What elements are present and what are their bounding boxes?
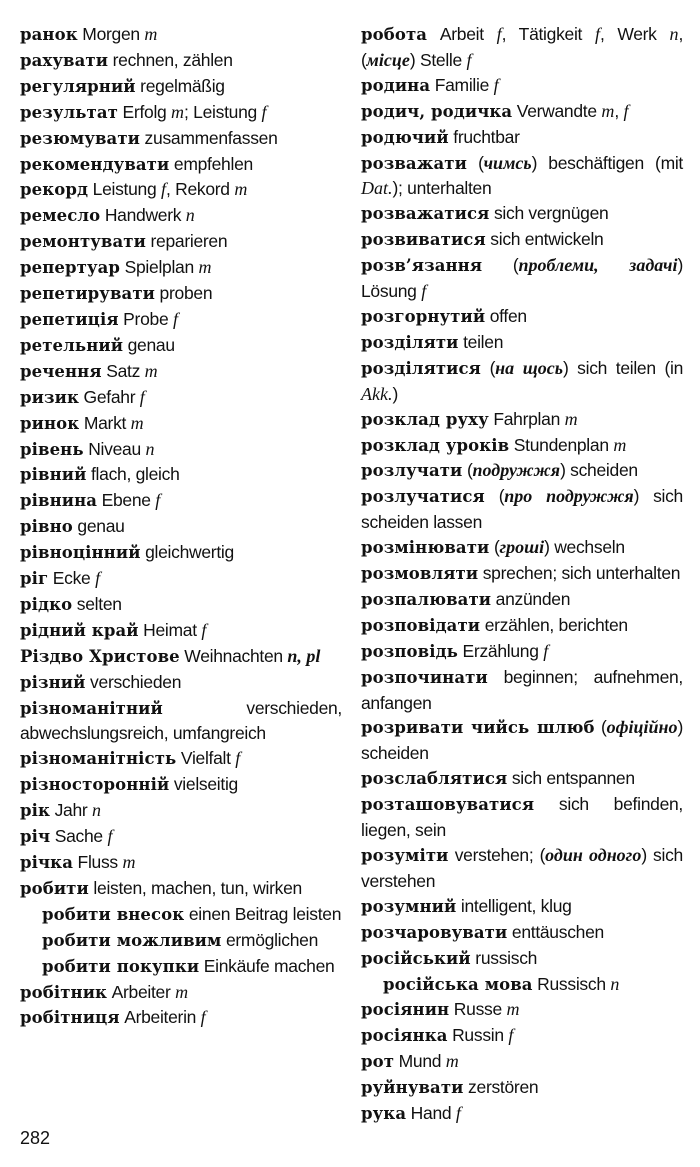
translation: Erzählung	[457, 640, 544, 661]
right-column	[361, 22, 683, 1127]
dictionary-entry	[20, 798, 342, 824]
translation: Arbeiterin	[119, 1007, 201, 1028]
grammar-note: про подружжя	[504, 486, 634, 507]
translation: Verwandte	[512, 100, 602, 121]
translation: Fahrplan	[488, 408, 565, 429]
grammar-note: f	[155, 490, 161, 511]
dictionary-entry	[361, 843, 683, 894]
dictionary-entry	[361, 356, 683, 407]
dictionary-entry	[361, 792, 683, 843]
dictionary-entry	[20, 126, 342, 152]
dictionary-entry	[20, 566, 342, 592]
translation: , Tätigkeit	[501, 24, 595, 44]
headword: робітниця	[20, 1008, 120, 1028]
headword: розклад уроків	[361, 435, 510, 455]
headword: розмовляти	[361, 564, 479, 584]
headword: розумний	[361, 896, 457, 916]
headword: росіянин	[361, 1000, 450, 1020]
grammar-note: m	[613, 434, 627, 455]
dictionary-entry	[361, 946, 683, 972]
translation: Hand	[406, 1103, 456, 1124]
headword: репертуар	[20, 258, 121, 278]
translation: Einkäufe machen	[199, 955, 335, 976]
headword: розділятися	[361, 358, 481, 378]
headword: розповідати	[361, 615, 481, 635]
grammar-note: n	[610, 973, 620, 994]
dictionary-entry	[20, 281, 342, 307]
dictionary-entry	[361, 1101, 683, 1127]
dictionary-entry	[361, 920, 683, 946]
translation: Markt	[79, 412, 131, 433]
headword: рахувати	[20, 50, 109, 70]
dictionary-entry	[20, 152, 342, 178]
dictionary-entry	[20, 203, 342, 229]
headword: робітник	[20, 982, 108, 1002]
translation: Erfolg	[118, 101, 172, 122]
grammar-note: f	[172, 308, 178, 329]
grammar-note: n	[669, 24, 679, 44]
translation: Russisch	[532, 973, 611, 994]
translation: Probe	[118, 308, 173, 329]
dictionary-entry	[20, 540, 342, 566]
headword: розпочинати	[361, 667, 488, 687]
dictionary-entry	[361, 99, 683, 125]
headword: різносторонній	[20, 775, 170, 795]
grammar-note: Dat.	[361, 178, 393, 199]
translation: Leistung	[88, 179, 161, 200]
grammar-note: m	[601, 100, 615, 121]
dictionary-entry	[361, 665, 683, 716]
translation: Ebene	[97, 490, 156, 511]
translation: ) Stelle	[409, 49, 467, 70]
translation: offen	[485, 305, 527, 326]
dictionary-entry	[20, 385, 342, 411]
dictionary-entry	[361, 22, 683, 73]
translation: ) scheiden	[560, 460, 638, 481]
translation: sich entspannen	[507, 768, 635, 789]
translation: ); unterhalten	[392, 178, 492, 199]
dictionary-entry	[361, 1049, 683, 1075]
dictionary-entry	[361, 458, 683, 484]
dictionary-entry	[361, 766, 683, 792]
translation: ) beschäftigen (mit	[531, 152, 683, 173]
headword: рік	[20, 801, 51, 821]
grammar-note: f	[107, 826, 113, 847]
translation: russisch	[470, 947, 538, 968]
headword: робити	[20, 878, 89, 898]
translation: zusammenfassen	[140, 127, 278, 148]
dictionary-entry	[20, 592, 342, 618]
headword: рідний край	[20, 620, 139, 640]
headword: рівнина	[20, 491, 98, 511]
dictionary-entry	[20, 74, 342, 100]
grammar-note: офіційно	[606, 717, 678, 738]
dictionary-entry	[361, 639, 683, 665]
headword: розповідь	[361, 641, 458, 661]
translation: reparieren	[145, 231, 228, 252]
dictionary-entry	[20, 22, 342, 48]
dictionary-subentry	[20, 928, 342, 954]
dictionary-entry	[20, 333, 342, 359]
dictionary-subentry	[20, 954, 342, 980]
translation: genau	[123, 334, 175, 355]
translation: Morgen	[77, 24, 145, 44]
translation: ) Lösung	[361, 255, 683, 302]
translation: flach, gleich	[86, 464, 180, 485]
dictionary-entry	[361, 484, 683, 535]
translation: ,	[614, 100, 624, 121]
translation: rechnen, zählen	[108, 49, 233, 70]
headword: репетирувати	[20, 284, 155, 304]
translation: Gefahr	[78, 386, 140, 407]
translation: leisten, machen, tun, wirken	[88, 877, 302, 898]
headword: родючий	[361, 127, 449, 147]
translation: (	[466, 152, 484, 173]
headword: розмінювати	[361, 538, 490, 558]
headword: робити внесок	[42, 904, 185, 924]
translation: sprechen; sich unterhalten	[478, 563, 681, 584]
grammar-note: n	[145, 438, 155, 459]
translation: vielseitig	[169, 774, 238, 795]
translation: sich vergnügen	[489, 203, 609, 224]
grammar-note: f	[160, 179, 166, 200]
dictionary-entry	[361, 227, 683, 253]
translation: beginnen; aufnehmen, anfangen	[361, 666, 683, 713]
headword: розв’язання	[361, 256, 483, 276]
translation: ; Leistung	[184, 101, 262, 122]
translation: zerstören	[463, 1077, 539, 1098]
translation: regelmäßig	[135, 75, 225, 96]
translation: verschieden	[85, 671, 182, 692]
translation: teilen	[458, 331, 504, 352]
dictionary-entry	[361, 587, 683, 613]
grammar-note: f	[543, 640, 549, 661]
grammar-note: m	[130, 412, 144, 433]
headword: рівний	[20, 465, 87, 485]
grammar-note: f	[95, 568, 101, 589]
translation: anzünden	[491, 588, 571, 609]
headword: розклад руху	[361, 409, 489, 429]
dictionary-subentry	[361, 972, 683, 998]
headword: розлучатися	[361, 487, 485, 507]
translation: )	[392, 383, 399, 404]
translation: Mund	[394, 1051, 446, 1072]
dictionary-entry	[20, 229, 342, 255]
grammar-note: m	[144, 24, 158, 44]
headword: рекорд	[20, 180, 89, 200]
translation: Handwerk	[100, 205, 186, 226]
headword: ріг	[20, 569, 49, 589]
translation: Familie	[430, 74, 494, 95]
dictionary-entry	[20, 850, 342, 876]
grammar-note: f	[201, 619, 207, 640]
dictionary-entry	[20, 876, 342, 902]
translation: empfehlen	[169, 153, 253, 174]
grammar-note: n	[92, 800, 101, 821]
grammar-note: проблеми, задачі	[518, 255, 678, 276]
grammar-note: f	[496, 24, 502, 44]
headword: робити можливим	[42, 930, 222, 950]
dictionary-entry	[20, 514, 342, 540]
grammar-note: f	[623, 100, 629, 121]
grammar-note: m	[171, 101, 185, 122]
headword: різноманітний	[20, 698, 163, 718]
grammar-note: f	[594, 24, 600, 44]
headword: ремонтувати	[20, 232, 146, 252]
grammar-note: подружжя	[472, 460, 561, 481]
translation: , Rekord	[166, 179, 235, 200]
dictionary-entry	[361, 151, 683, 202]
dictionary-entry	[20, 48, 342, 74]
dictionary-entry	[361, 997, 683, 1023]
page-number: 282	[20, 1128, 51, 1148]
dictionary-entry	[20, 618, 342, 644]
grammar-note: Akk.	[361, 383, 393, 404]
dictionary-entry	[20, 696, 342, 747]
headword: ремесло	[20, 206, 101, 226]
dictionary-entry	[361, 1023, 683, 1049]
dictionary-entry	[20, 411, 342, 437]
translation: Ecke	[48, 568, 96, 589]
headword: різний	[20, 672, 86, 692]
headword: розчаровувати	[361, 922, 508, 942]
grammar-note: f	[200, 1007, 206, 1028]
translation: Niveau	[83, 438, 146, 459]
grammar-note: m	[564, 408, 578, 429]
grammar-note: місце	[366, 49, 410, 70]
translation: Weihnachten	[179, 645, 288, 666]
headword: рекомендувати	[20, 154, 170, 174]
translation: (	[462, 460, 473, 481]
dictionary-entry	[361, 613, 683, 639]
grammar-note: m	[175, 981, 189, 1002]
headword: результат	[20, 102, 118, 122]
headword: розслаблятися	[361, 769, 508, 789]
grammar-note: чимсь	[483, 152, 532, 173]
translation: Arbeiter	[107, 981, 176, 1002]
translation: Stundenplan	[509, 434, 614, 455]
grammar-note: n	[185, 205, 195, 226]
translation: Sache	[50, 826, 108, 847]
translation: Spielplan	[120, 257, 199, 278]
headword: російський	[361, 948, 471, 968]
dictionary-entry	[361, 304, 683, 330]
translation: (	[480, 357, 496, 378]
translation: einen Beitrag leisten	[184, 903, 342, 924]
headword: родич, родичка	[361, 101, 513, 121]
dictionary-entry	[361, 433, 683, 459]
dictionary-entry	[361, 73, 683, 99]
translation: ) sich teilen (in	[562, 357, 684, 378]
dictionary-entry	[361, 407, 683, 433]
headword: розлучати	[361, 461, 463, 481]
headword: розвиватися	[361, 230, 486, 250]
translation: Heimat	[138, 619, 202, 640]
translation: ) sich verstehen	[361, 845, 683, 891]
grammar-note: f	[455, 1103, 461, 1124]
translation: Russe	[449, 999, 507, 1020]
headword: резюмувати	[20, 128, 140, 148]
headword: робота	[361, 25, 428, 44]
headword: розгорнутий	[361, 306, 486, 326]
dictionary-entry	[361, 715, 683, 766]
grammar-note: гроші	[499, 537, 545, 558]
translation: fruchtbar	[448, 126, 520, 147]
grammar-note: один одного	[545, 845, 642, 865]
headword: рівноцінний	[20, 543, 141, 563]
dictionary-entry	[20, 307, 342, 333]
translation: verstehen; (	[448, 845, 546, 865]
dictionary-entry	[20, 824, 342, 850]
translation: proben	[155, 283, 213, 304]
headword: репетиція	[20, 309, 119, 329]
headword: речення	[20, 361, 102, 381]
headword: Різдво Христове	[20, 646, 180, 666]
dictionary-entry	[20, 437, 342, 463]
dictionary-subentry	[20, 902, 342, 928]
dictionary-entry	[20, 980, 342, 1006]
headword: російська мова	[383, 974, 533, 994]
grammar-note: n, pl	[287, 645, 321, 666]
grammar-note: f	[235, 748, 241, 769]
translation: genau	[72, 516, 125, 537]
headword: ранок	[20, 25, 78, 44]
headword: розпалювати	[361, 589, 492, 609]
dictionary-entry	[361, 125, 683, 151]
translation: (	[482, 255, 519, 276]
dictionary-entry	[20, 644, 342, 670]
headword: руйнувати	[361, 1078, 464, 1098]
headword: ринок	[20, 413, 80, 433]
headword: рука	[361, 1104, 407, 1124]
translation: verschieden, abwechslungsreich, umfangreich	[20, 697, 342, 744]
translation: selten	[72, 593, 122, 614]
translation: Jahr	[50, 800, 92, 821]
dictionary-entry	[361, 535, 683, 561]
dictionary-entry	[361, 253, 683, 304]
translation: (	[594, 717, 607, 738]
headword: робити покупки	[42, 956, 200, 976]
translation: gleichwertig	[140, 542, 234, 563]
translation: Vielfalt	[176, 748, 236, 769]
dictionary-entry	[20, 100, 342, 126]
headword: розривати чийсь шлюб	[361, 718, 595, 738]
headword: рівень	[20, 439, 84, 459]
headword: розважати	[361, 153, 467, 173]
translation: ) scheiden	[361, 717, 684, 764]
translation: sich befinden, liegen, sein	[361, 794, 683, 841]
dictionary-entry	[20, 359, 342, 385]
grammar-note: m	[445, 1051, 459, 1072]
grammar-note: m	[234, 179, 248, 200]
translation: intelligent, klug	[456, 895, 572, 916]
dictionary-entry	[20, 670, 342, 696]
dictionary-entry	[361, 330, 683, 356]
translation: ) sich scheiden lassen	[361, 486, 683, 533]
grammar-note: f	[421, 281, 427, 302]
headword: річка	[20, 853, 73, 872]
translation: (	[484, 486, 505, 507]
headword: розташовуватися	[361, 795, 535, 815]
headword: регулярний	[20, 76, 136, 96]
headword: розділяти	[361, 332, 459, 352]
headword: розважатися	[361, 204, 490, 224]
dictionary-entry	[361, 201, 683, 227]
headword: родина	[361, 75, 431, 95]
grammar-note: f	[466, 49, 472, 70]
translation: Russin	[447, 1025, 509, 1046]
headword: розуміти	[361, 846, 449, 865]
dictionary-entry	[20, 177, 342, 203]
headword: річ	[20, 827, 51, 847]
translation: Fluss	[73, 852, 123, 872]
dictionary-entry	[361, 561, 683, 587]
headword: рідко	[20, 594, 73, 614]
left-column	[20, 22, 342, 1031]
grammar-note: m	[144, 360, 158, 381]
grammar-note: m	[122, 852, 136, 872]
grammar-note: f	[139, 386, 145, 407]
grammar-note: f	[493, 74, 499, 95]
dictionary-entry	[20, 488, 342, 514]
grammar-note: f	[261, 101, 267, 122]
headword: ризик	[20, 387, 79, 407]
dictionary-entry	[361, 1075, 683, 1101]
headword: різноманітність	[20, 749, 177, 769]
headword: рот	[361, 1052, 395, 1072]
translation: , Werk	[599, 24, 670, 44]
translation: erzählen, berichten	[480, 614, 628, 635]
translation: ermöglichen	[221, 929, 318, 950]
translation: enttäuschen	[507, 921, 604, 942]
headword: рівно	[20, 517, 73, 537]
translation: ) wechseln	[544, 537, 625, 558]
dictionary-entry	[20, 746, 342, 772]
dictionary-entry	[20, 255, 342, 281]
translation: Arbeit	[427, 24, 497, 44]
dictionary-entry	[20, 1005, 342, 1031]
translation: Satz	[101, 360, 145, 381]
dictionary-entry	[20, 772, 342, 798]
grammar-note: m	[198, 257, 212, 278]
grammar-note: f	[508, 1025, 514, 1046]
translation: sich entwickeln	[485, 229, 604, 250]
grammar-note: m	[506, 999, 520, 1020]
headword: ретельний	[20, 335, 124, 355]
dictionary-entry	[361, 894, 683, 920]
translation: (	[489, 537, 500, 558]
translation: , (	[361, 24, 684, 70]
grammar-note: на щось	[495, 357, 563, 378]
headword: росіянка	[361, 1026, 448, 1046]
dictionary-entry	[20, 462, 342, 488]
